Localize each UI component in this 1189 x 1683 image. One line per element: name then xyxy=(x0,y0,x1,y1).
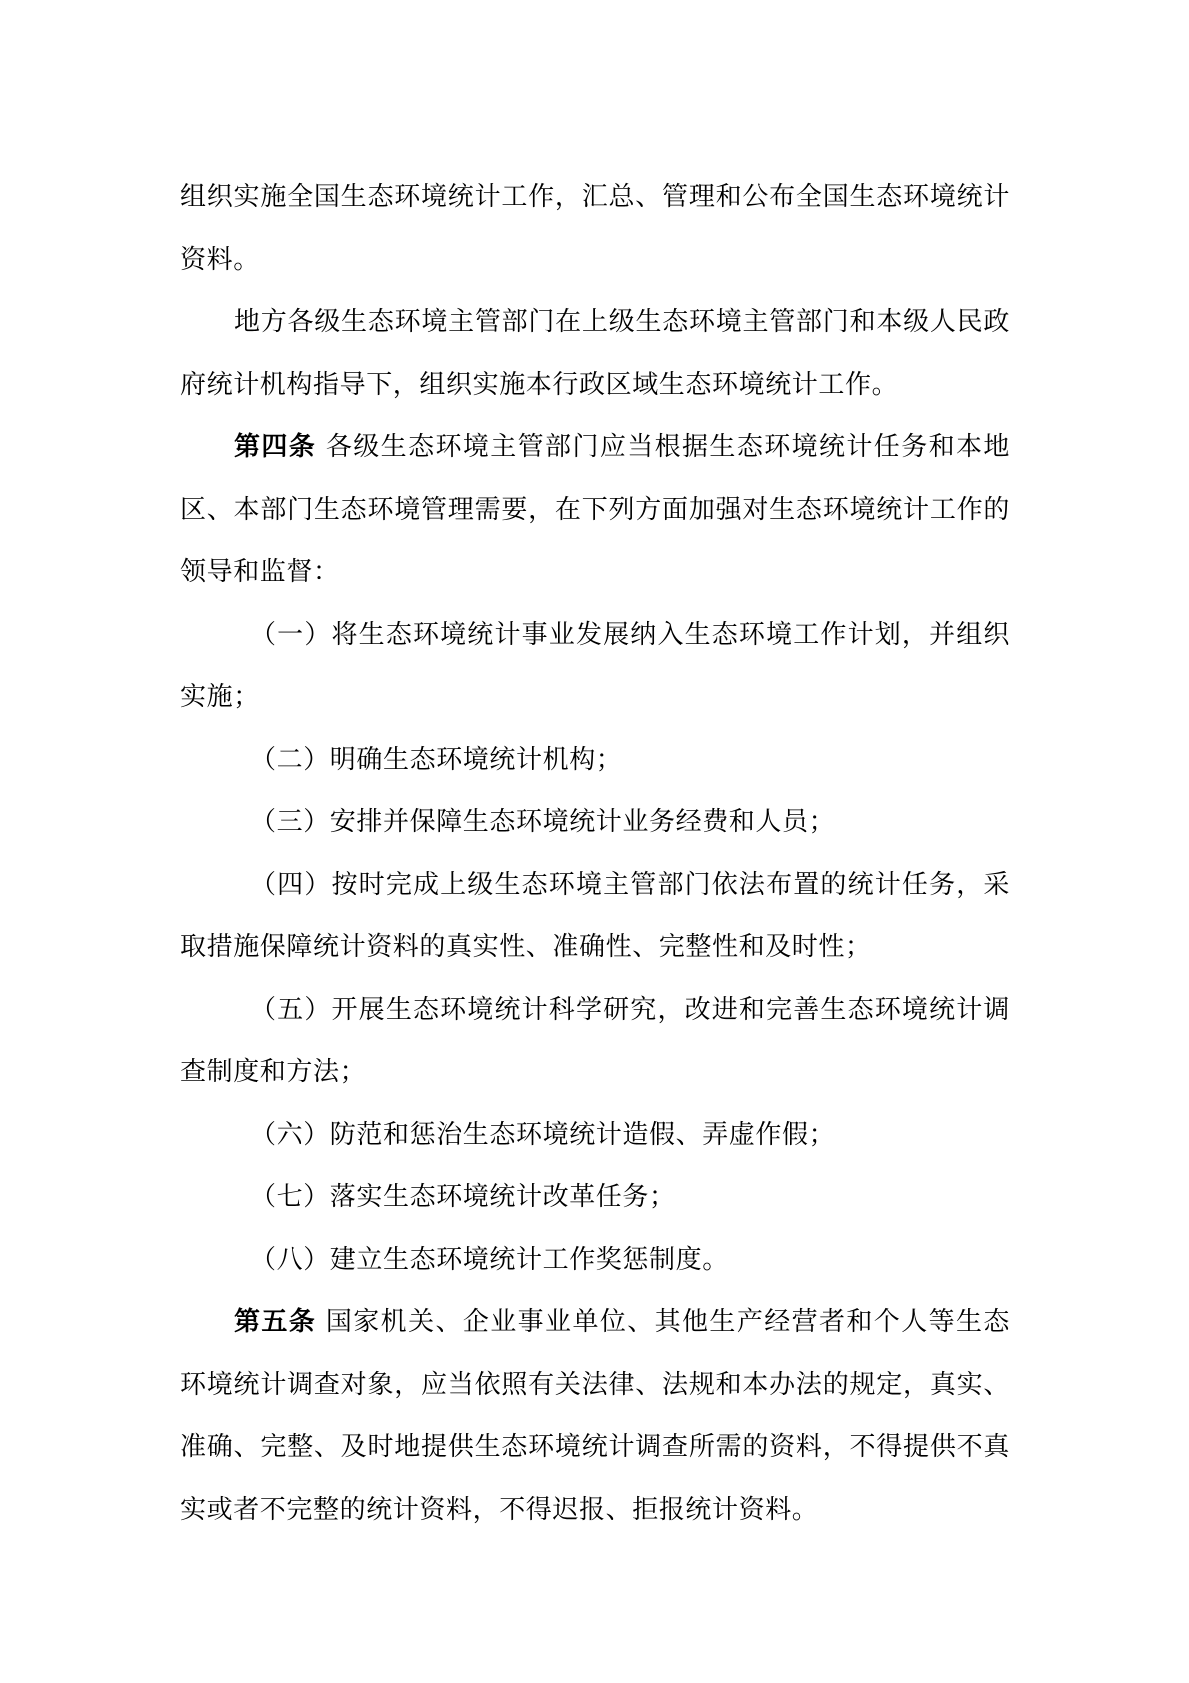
paragraph-local-departments xyxy=(180,291,1010,416)
list-item-text: （六）防范和惩治生态环境统计造假、弄虚作假； xyxy=(250,1119,836,1150)
list-item-text: （四）按时完成上级生态环境主管部门依法布置的统计任务，采取措施保障统计资料的真实性、准确性、完整性和及时性； xyxy=(180,869,1010,962)
list-item-text: （五）开展生态环境统计科学研究，改进和完善生态环境统计调查制度和方法； xyxy=(180,994,1010,1087)
list-item xyxy=(180,854,1010,979)
list-item xyxy=(180,604,1010,729)
list-item xyxy=(180,979,1010,1104)
list-item-text: （七）落实生态环境统计改革任务； xyxy=(250,1182,676,1212)
list-item xyxy=(180,1166,1010,1229)
article-text: 国家机关、企业事业单位、其他生产经营者和个人等生态环境统计调查对象，应当依照有关法律、法规和本办法的规定，真实、准确、完整、及时地提供生态环境统计调查所需的资料，不得提供不真实或者不完整的统计资料，不得迟报、拒报统计资料。 xyxy=(180,1307,1010,1525)
paragraph-text: 地方各级生态环境主管部门在上级生态环境主管部门和本级人民政府统计机构指导下，组织实施本行政区域生态环境统计工作。 xyxy=(180,307,1010,400)
list-item-text: （一）将生态环境统计事业发展纳入生态环境工作计划，并组织实施； xyxy=(180,619,1010,712)
list-item xyxy=(180,1104,1010,1167)
list-item-text: （二）明确生态环境统计机构； xyxy=(250,744,623,775)
article-heading: 第四条 xyxy=(234,432,317,462)
article-heading: 第五条 xyxy=(234,1307,317,1337)
paragraph-continuation xyxy=(180,166,1010,291)
document-body xyxy=(180,166,1010,1541)
list-item-text: （三）安排并保障生态环境统计业务经费和人员； xyxy=(250,807,836,837)
article-five xyxy=(180,1291,1010,1541)
paragraph-text: 组织实施全国生态环境统计工作，汇总、管理和公布全国生态环境统计资料。 xyxy=(180,182,1010,275)
list-item xyxy=(180,791,1010,854)
list-item-text: （八）建立生态环境统计工作奖惩制度。 xyxy=(250,1244,729,1275)
list-item xyxy=(180,1229,1010,1292)
article-text: 各级生态环境主管部门应当根据生态环境统计任务和本地区、本部门生态环境管理需要，在下列方面加强对生态环境统计工作的领导和监督： xyxy=(180,432,1010,587)
list-item xyxy=(180,729,1010,792)
article-four xyxy=(180,416,1010,604)
